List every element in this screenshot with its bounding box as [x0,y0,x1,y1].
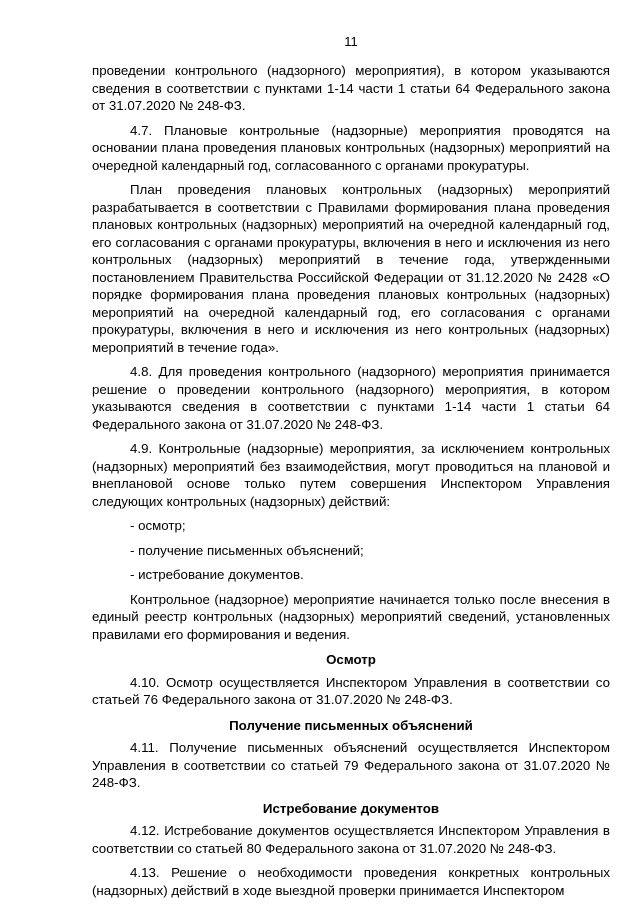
document-page [92,34,610,899]
paragraph-4-12: 4.12. Истребование документов осуществляется Инспектором Управления в соответствии со статьей 80 Федерального закона от 31.07.2020 № 248-ФЗ. [92,823,610,856]
paragraph-continuation: проведении контрольного (надзорного) мероприятия), в котором указываются сведения в соответствии с пунктами 1-14 части 1 статьи 64 Федерального закона от 31.07.2020 № 248-ФЗ. [92,63,610,113]
heading-istrebovanie: Истребование документов [262,800,440,816]
list-item-osmotr: - осмотр; [130,518,186,533]
paragraph-plan: План проведения плановых контрольных (надзорных) мероприятий разрабатывается в соответствии с Правилами формирования плана проведения плановых контрольных (надзорных) мероприятий на очередной календарный год, его согласования с органами прокуратуры, включения в него и исключения из него контрольных (надзорных) мероприятий в течение года, утвержденными постановлением Правительства Российской Федерации от 31.12.2020 № 2428 «О порядке формирования плана проведения плановых контрольных (надзорных) мероприятий на очередной календарный год, его согласования с органами прокуратуры, включения в него и исключения из него контрольных (надзорных) мероприятий в течение года». [92,182,610,355]
page-number: 11 [344,34,358,49]
heading-obyasneniya: Получение письменных объяснений [229,717,473,733]
paragraph-4-11: 4.11. Получение письменных объяснений осуществляется Инспектором Управления в соответствии со статьей 79 Федерального закона от 31.07.2020 № 248-ФЗ. [92,740,610,790]
paragraph-4-10: 4.10. Осмотр осуществляется Инспектором Управления в соответствии со статьей 76 Федерального закона от 31.07.2020 № 248-ФЗ. [92,674,610,707]
paragraph-reestr: Контрольное (надзорное) мероприятие начинается только после внесения в единый реестр контрольных (надзорных) мероприятий сведений, установленных правилами его формирования и ведения. [92,591,610,642]
paragraph-4-13: 4.13. Решение о необходимости проведения конкретных контрольных (надзорных) действий в ходе выездной проверки принимается Инспектором [92,865,610,898]
paragraph-4-8: 4.8. Для проведения контрольного (надзорного) мероприятия принимается решение о проведении контрольного (надзорного) мероприятия, в котором указываются сведения в соответствии с пунктами 1-14 части 1 статьи 64 Федерального закона от 31.07.2020 № 248-ФЗ. [92,364,610,432]
list-item-istrebovanie: - истребование документов. [130,567,304,582]
paragraph-4-9: 4.9. Контрольные (надзорные) мероприятия, за исключением контрольных (надзорных) мероприятий без взаимодействия, могут проводиться на плановой и внеплановой основе только путем совершения Инспектором Управления следующих контрольных (надзорных) действий: [92,441,610,509]
heading-osmotr: Осмотр [326,652,376,667]
list-item-obyasneniya: - получение письменных объяснений; [130,542,364,558]
paragraph-4-7: 4.7. Плановые контрольные (надзорные) мероприятия проводятся на основании плана проведения плановых контрольных (надзорных) мероприятий на очередной календарный год, согласованного с органами прокуратуры. [92,122,610,173]
